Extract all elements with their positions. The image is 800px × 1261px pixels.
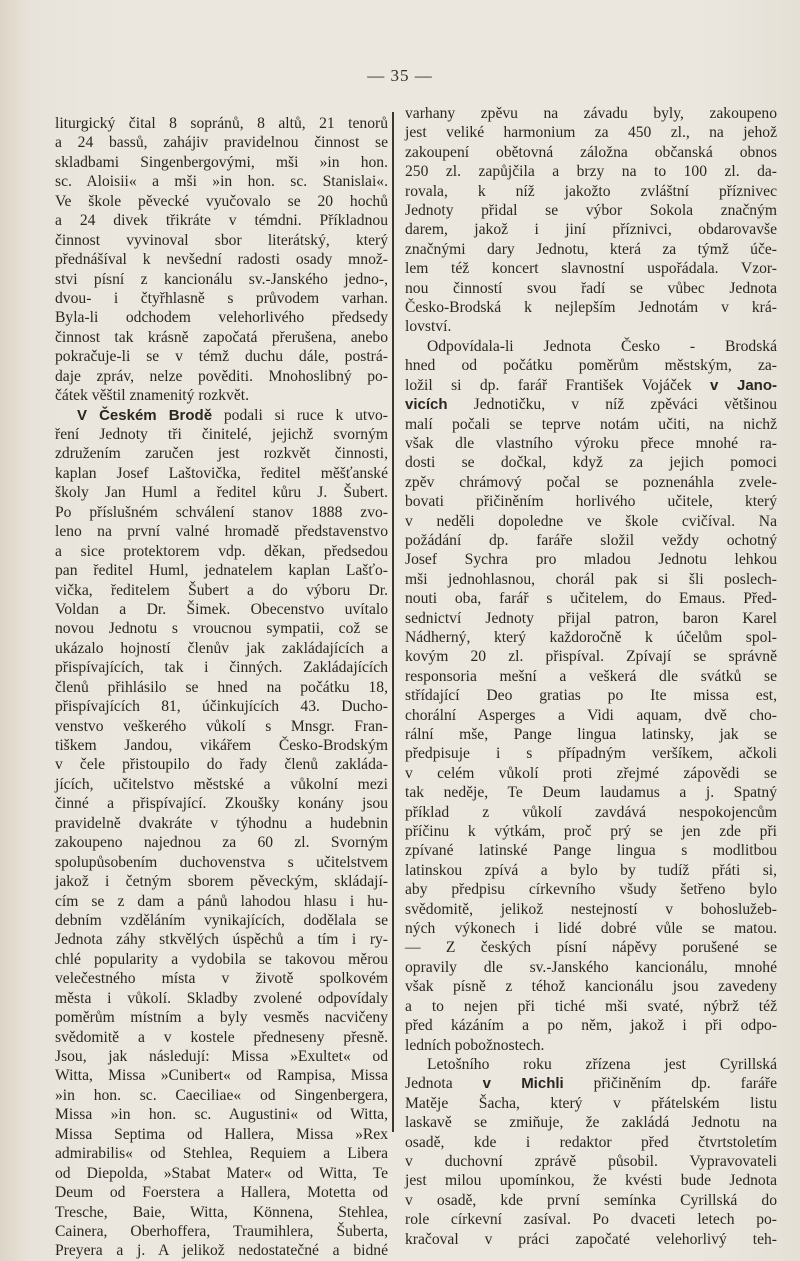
line-text: v osadě, kde první semínka Cyrillská do	[405, 1191, 777, 1209]
line-text: od Diepolda, »Stabat Mater« od Witta, Te	[55, 1164, 388, 1182]
text-line	[405, 356, 777, 375]
line-text: role církevní zasíval. Po dvaceti letech po-	[405, 1211, 777, 1229]
line-text: Jednoty přidal se výbor Sokola značným	[405, 202, 777, 220]
line-text: pravidelně dvakráte v týhodnu a hudebnin	[55, 814, 388, 832]
line-text: značnými dary Jednotu, která za týmž úče-	[405, 240, 777, 258]
text-line	[405, 182, 777, 201]
line-text: zakoupeno najednou za 60 zl. Svorným	[55, 834, 388, 852]
line-text: a 24 divek třikráte v témdni. Příkladnou	[55, 212, 388, 230]
text-line	[405, 550, 777, 569]
text-line	[55, 600, 388, 619]
line-text: opravily dle sv.-Janského kancionálu, mnohé	[405, 958, 777, 976]
text-line	[405, 415, 777, 434]
text-line	[55, 444, 388, 463]
line-text: kovým 20 zl. přispíval. Zpívají se správně	[405, 648, 777, 666]
text-line	[55, 833, 388, 852]
line-text: pan ředitel Huml, jednatelem kaplan Lašťo-	[55, 562, 388, 580]
line-text: osadě, kde i redaktor před čtvrtstoletím	[405, 1133, 777, 1151]
line-text: dvou- i čtyřhlasně s průvodem varhan.	[55, 289, 388, 307]
line-text: poměrům místním a byly vesměs nacvičeny	[55, 1009, 388, 1027]
text-line	[55, 658, 388, 677]
line-text: jících, učitelstvo městské a vůkolní mezi	[55, 775, 388, 793]
line-text: Jsou, jak následují: Missa »Exultet« od	[55, 1048, 388, 1065]
line-text: Česko-Brodská k nejlepším Jednotám v krá-	[405, 299, 777, 317]
line-text: cím se z dam a pánů lahodou hlasu i hu-	[55, 892, 388, 910]
text-line	[55, 308, 388, 327]
text-line	[55, 717, 388, 736]
text-line	[405, 628, 777, 647]
line-text: přičiněním dp. faráře	[563, 1075, 777, 1093]
line-text: — Z českých písní nápěvy porušené se	[405, 939, 777, 957]
text-line	[405, 803, 777, 822]
text-line	[55, 892, 388, 911]
text-line	[55, 406, 388, 425]
bold-placename: v Michli	[482, 1075, 564, 1093]
line-text: venstvo veškerého vůkolí s Mnsgr. Fran-	[55, 717, 388, 735]
text-line	[405, 1230, 777, 1249]
text-line	[55, 386, 388, 405]
text-line	[405, 512, 777, 531]
line-text: Byla-li odchodem velehorlivého předsedy	[55, 309, 388, 327]
line-text: tiškem Jandou, vikářem Česko-Brodským	[55, 737, 388, 754]
line-text: však písně z téhož kancionálu jsou zavedeny	[405, 978, 777, 996]
line-text: a sice protektorem vdp. děkan, předsedou	[55, 542, 388, 560]
text-line	[405, 1016, 777, 1035]
line-text: přednášíval k nevšední radosti osady množ-	[55, 251, 388, 269]
text-line	[55, 1105, 388, 1124]
text-line	[55, 1125, 388, 1144]
text-line	[405, 919, 777, 938]
line-text: Nádherný, který každoročně k účelům spol-	[405, 628, 777, 646]
line-text: ložil si dp. farář František Vojáček	[405, 376, 710, 394]
bold-placename: v Jano-	[710, 376, 777, 394]
text-line	[55, 1164, 388, 1183]
text-line	[405, 589, 777, 608]
text-line	[405, 1191, 777, 1210]
text-line	[405, 1113, 777, 1132]
text-line	[405, 977, 777, 996]
line-text: Cainera, Oberhoffera, Traumihlera, Šuberta,	[55, 1222, 388, 1240]
text-line	[55, 1086, 388, 1105]
text-line	[405, 764, 777, 783]
line-text: 250 zl. zapůjčila a brzy na to 100 zl. da-	[405, 163, 777, 181]
line-text: hned od počátku poměrům městským, za-	[405, 357, 777, 375]
text-line	[55, 872, 388, 891]
text-line	[405, 1094, 777, 1113]
text-line	[55, 969, 388, 988]
line-text: v neděli dopoledne ve škole cvičíval. Na	[405, 512, 777, 530]
line-text: v celém vůkolí proti zřejmé zápovědi se	[405, 764, 777, 782]
line-text: Matěje Šacha, který v přátelském listu	[405, 1094, 777, 1112]
text-line	[55, 211, 388, 230]
line-text: v čele přistoupilo do řady členů zakláda-	[55, 756, 388, 774]
text-line	[405, 1036, 777, 1055]
line-text: příklad z vůkolí zavdává nespokojencům	[405, 803, 777, 821]
text-line	[55, 522, 388, 541]
line-text: tak neděje, Te Deum laudamus a j. Spatný	[405, 784, 777, 802]
line-text: Deum od Foerstera a Hallera, Motetta od	[55, 1184, 388, 1202]
text-line	[55, 483, 388, 502]
text-line	[405, 609, 777, 628]
line-text: laskavě se zmiňuje, že zakládá Jednotu na	[405, 1114, 777, 1132]
text-line	[405, 337, 777, 356]
text-line	[55, 1047, 388, 1066]
line-text: školy Jan Huml a ředitel kůru J. Šubert.	[55, 484, 388, 502]
text-line	[405, 376, 777, 395]
line-text: Preyera a j. A jelikož nedostatečné a bidné	[55, 1242, 388, 1260]
text-line	[55, 1241, 388, 1260]
line-text: liturgický čital 8 sopránů, 8 altů, 21 tenorů	[55, 115, 388, 132]
text-line	[55, 114, 388, 133]
text-line	[405, 997, 777, 1016]
line-text: »in hon. sc. Caeciliae« od Singenbergera,	[55, 1086, 388, 1104]
bold-placename: V Českém Brodě	[77, 406, 213, 424]
line-text: Tresche, Baie, Witta, Könnena, Stehlea,	[55, 1203, 388, 1221]
text-line	[405, 938, 777, 957]
line-text: združením zaručen jest rozkvět činnosti,	[55, 445, 388, 463]
line-text: novou Jednotu s vroucnou sympatii, což se	[55, 620, 388, 638]
line-text: před kázáním a po něm, jakož i při odpo-	[405, 1017, 777, 1035]
line-text: jest veliké harmonium za 450 zl., na jehož	[405, 124, 777, 142]
line-text: nouti oba, farář s učitelem, do Emaus. Před-	[405, 590, 777, 608]
text-line	[55, 347, 388, 366]
line-text: Jednota	[405, 1075, 483, 1093]
text-line	[405, 667, 777, 686]
text-line	[405, 201, 777, 220]
line-text: členů přihlásilo se hned na počátku 18,	[55, 678, 388, 696]
text-line	[55, 853, 388, 872]
text-line	[55, 270, 388, 289]
line-text: příčinu k výtkám, proč prý se jen zde při	[405, 823, 777, 841]
text-line	[405, 900, 777, 919]
left-column	[55, 114, 388, 1261]
line-text: předpisuje i s případným veršíkem, ačkoli	[405, 745, 777, 763]
text-line	[405, 317, 777, 336]
line-text: malí počali se teprve notám učiti, na nichž	[405, 415, 777, 433]
line-text: responsoria mešní a veškerá dle svátků se	[405, 667, 777, 685]
line-text: dosti se dočkal, když za jejich pomoci	[405, 454, 777, 472]
line-text: přispívajících 81, účinkujících 43. Ducho-	[55, 698, 388, 716]
right-column	[405, 104, 777, 1249]
line-text: chlé popularity a vydobila se takovou měrou	[55, 950, 388, 968]
line-text: velečestného místa v životě spolkovém	[55, 970, 388, 988]
text-line	[405, 647, 777, 666]
line-text: kračoval v práci započaté velehorlivý teh-	[405, 1230, 777, 1248]
bold-placename: vicích	[405, 396, 448, 414]
text-line	[405, 570, 777, 589]
text-line	[55, 1183, 388, 1202]
text-line	[55, 250, 388, 269]
text-line	[55, 989, 388, 1008]
line-text: aby předpisu církevního všudy šetřeno bylo	[405, 881, 777, 899]
line-text: Josef Sychra pro mladou Jednotu lehkou	[405, 551, 777, 569]
line-text: latinskou zpívá a bylo by tudíž přáti si,	[405, 861, 777, 879]
text-line	[405, 1074, 777, 1093]
text-line	[55, 639, 388, 658]
text-line	[405, 1152, 777, 1171]
line-text: Ve škole pěvecké vyučovalo se 20 hochů	[55, 192, 388, 210]
text-line	[55, 425, 388, 444]
line-text: jakož i četným sborem pěveckým, skládají-	[55, 873, 388, 891]
text-line	[55, 561, 388, 580]
text-line	[405, 1055, 777, 1074]
text-line	[405, 861, 777, 880]
text-line	[55, 1144, 388, 1163]
line-text: Jednotičku, v níž zpěváci většinou	[447, 396, 777, 414]
text-line	[55, 542, 388, 561]
line-text: ledních pobožnostech.	[405, 1036, 545, 1054]
text-line	[405, 1171, 777, 1190]
text-line	[405, 162, 777, 181]
line-text: debním vzděláním vynikajících, dodělala se	[55, 911, 388, 929]
line-text: chorální Asperges a Vidi aquam, dvě cho-	[405, 706, 777, 724]
text-line	[405, 725, 777, 744]
line-text: a to nejen při tiché mši svaté, nýbrž též	[405, 997, 777, 1015]
text-line	[55, 911, 388, 930]
line-text: svědomitě a v kostele předneseny přesně.	[55, 1028, 388, 1046]
text-line	[55, 1203, 388, 1222]
text-line	[55, 736, 388, 755]
line-text: Letošního roku zřízena jest Cyrillská	[427, 1055, 777, 1073]
page-number: — 35 —	[367, 66, 433, 85]
line-text: ření Jednoty tři činitelé, jejichž svorným	[55, 426, 388, 443]
line-text: činné a přispívající. Zkoušky konány jsou	[55, 795, 388, 813]
text-line	[55, 697, 388, 716]
line-text: bovati přičiněním horlivého učitele, který	[405, 493, 777, 511]
text-line	[55, 328, 388, 347]
line-text: Missa »in hon. sc. Augustini« od Witta,	[55, 1106, 388, 1124]
line-text: stvi písní z kancionálu sv.-Janského jedno-,	[55, 270, 388, 288]
line-text: lem též koncert slavnostní uspořádala. Vzor-	[405, 260, 777, 278]
line-text: střídající Deo gratias po Ite missa est,	[405, 687, 777, 705]
text-line	[55, 1066, 388, 1085]
text-line	[405, 822, 777, 841]
line-text: a 24 bassů, zahájiv pravidelnou činnost se	[55, 134, 388, 152]
text-line	[405, 686, 777, 705]
line-text: kaplan Josef Laštovička, ředitel měšťanské	[55, 464, 388, 482]
text-line	[405, 473, 777, 492]
text-line	[405, 492, 777, 511]
line-text: požádání dp. faráře složil veždy ochotný	[405, 531, 777, 549]
line-text: sednictví Jednoty přijal patron, baron Karel	[405, 609, 777, 627]
line-text: však dle vlastního výroku přece mnohé ra-	[405, 434, 777, 452]
text-line	[55, 678, 388, 697]
text-line	[55, 289, 388, 308]
line-text: rovala, k níž jakožto zvláštní příznivec	[405, 182, 777, 200]
line-text: podali si ruce k utvo-	[212, 406, 389, 424]
line-text: města i vůkolí. Skladby zvolené odpovídaly	[55, 989, 388, 1007]
text-line	[55, 950, 388, 969]
line-text: admirabilis« od Stehlea, Requiem a Libera	[55, 1145, 388, 1163]
text-line	[55, 153, 388, 172]
line-text: nou činností svou řadí se vůbec Jednota	[405, 279, 777, 297]
text-line	[55, 172, 388, 191]
text-line	[55, 775, 388, 794]
line-text: přispívajících, tak i činných. Zakládajících	[55, 659, 388, 677]
line-text: ných výkonech i lidé dobré vůle se matou.	[405, 920, 777, 938]
line-text: zakoupení obětovná záložna občanská obnos	[405, 143, 777, 161]
line-text: leno na první valné hromadě představenstvo	[55, 523, 388, 541]
text-line	[55, 231, 388, 250]
text-line	[405, 279, 777, 298]
line-text: jest milou upomínkou, že kvésti bude Jednota	[405, 1172, 777, 1190]
text-line	[405, 1133, 777, 1152]
text-line	[55, 503, 388, 522]
text-line	[405, 240, 777, 259]
text-line	[405, 958, 777, 977]
text-line	[405, 434, 777, 453]
line-text: zpívané latinské Pange lingua s modlitbou	[405, 842, 777, 860]
text-line	[55, 133, 388, 152]
text-line	[55, 192, 388, 211]
text-line	[405, 453, 777, 472]
line-text: zpěv chrámový počal se poznenáhla zvele-	[405, 473, 777, 491]
line-text: mši jednohlasnou, chorál pak si šli poslech-	[405, 570, 777, 588]
text-line	[55, 581, 388, 600]
line-text: Witta, Missa »Cunibert« od Rampisa, Missa	[55, 1067, 388, 1085]
line-text: činnost tak krásně započatá přerušena, anebo	[55, 328, 388, 346]
text-line	[55, 930, 388, 949]
text-line	[405, 123, 777, 142]
line-text: spolupůsobením duchovenstva s učitelstvem	[55, 853, 388, 871]
line-text: v duchovní zprávě působil. Vypravovateli	[405, 1152, 777, 1170]
text-line	[405, 706, 777, 725]
line-text: svědomitě, jelikož nestejností v bohoslužeb-	[405, 900, 777, 918]
text-line	[55, 794, 388, 813]
text-line	[55, 619, 388, 638]
text-line	[55, 814, 388, 833]
line-text: daje zpráv, nelze pověditi. Mnohoslibný po-	[55, 367, 388, 385]
text-line	[405, 841, 777, 860]
line-text: Voldan a Dr. Šimek. Obecenstvo uvítalo	[55, 600, 388, 618]
text-line	[405, 259, 777, 278]
line-text: lovství.	[405, 318, 452, 336]
text-line	[405, 531, 777, 550]
column-divider	[392, 112, 394, 1132]
text-line	[405, 143, 777, 162]
line-text: ukázalo hojností členův jak zakládajících a	[55, 639, 388, 657]
text-line	[55, 1222, 388, 1241]
line-text: Po příslušném schválení stanov 1888 zvo-	[55, 503, 388, 521]
line-text: skladbami Singenbergovými, mši »in hon.	[55, 153, 388, 171]
text-line	[405, 744, 777, 763]
line-text: rální mše, Pange lingua latinsky, jak se	[405, 726, 777, 743]
text-line	[405, 783, 777, 802]
text-line	[405, 395, 777, 414]
line-text: Missa Septima od Hallera, Missa »Rex	[55, 1125, 388, 1143]
line-text: darem, jakož i jiní příznivci, obdarovavše	[405, 221, 777, 239]
line-text: vička, ředitelem Šubert a do výboru Dr.	[55, 581, 388, 599]
text-line	[55, 755, 388, 774]
text-line	[405, 298, 777, 317]
line-text: varhany zpěvu na závadu byly, zakoupeno	[405, 105, 777, 122]
line-text: sc. Aloisii« a mši »in hon. sc. Stanislai«.	[55, 173, 388, 191]
text-line	[405, 104, 777, 123]
line-text: pokračuje-li se v témž duchu dále, postrá-	[55, 348, 388, 366]
line-text: Odpovídala-li Jednota Česko - Brodská	[427, 337, 777, 355]
text-line	[405, 880, 777, 899]
text-line	[405, 220, 777, 239]
text-line	[55, 1028, 388, 1047]
line-text: Jednota záhy stkvělých úspěchů a tím i ry-	[55, 931, 388, 949]
text-line	[55, 367, 388, 386]
text-line	[405, 1210, 777, 1229]
text-line	[55, 464, 388, 483]
line-text: čátek věštil znamenitý rozkvět.	[55, 387, 249, 405]
line-text: činnost vyvinoval sbor literátský, který	[55, 231, 388, 249]
text-line	[55, 1008, 388, 1027]
